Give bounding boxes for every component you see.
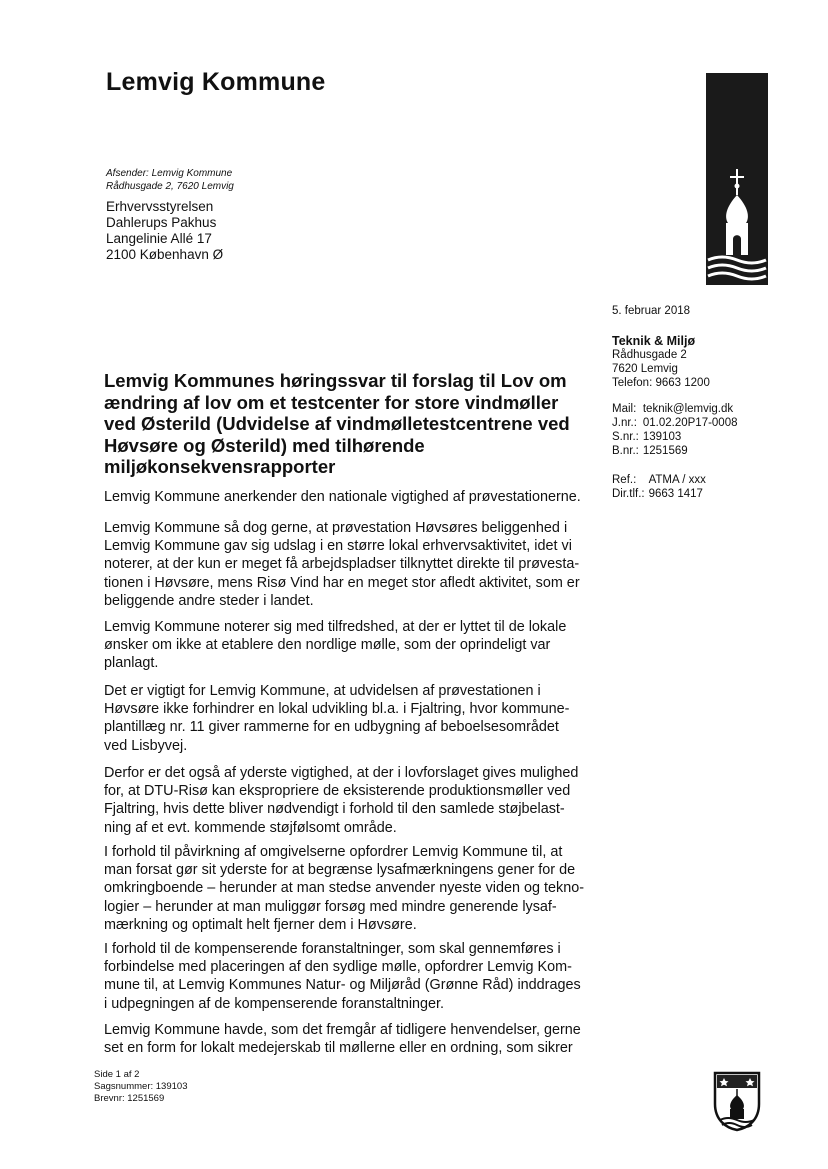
department-address-line: Rådhusgade 2: [612, 349, 687, 361]
text-line: plantillæg nr. 11 giver rammerne for en udbygning af beboelsesområdet: [104, 719, 559, 736]
heading-line: miljøkonsekvensrapporter: [104, 456, 336, 477]
text-line: for, at DTU-Risø kan ekspropriere de eksisterende produktionsmøller ved: [104, 783, 571, 800]
text-line: planlagt.: [104, 655, 159, 672]
text-line: mune til, at Lemvig Kommunes Natur- og Miljøråd (Grønne Råd) inddrages: [104, 977, 581, 994]
ref-label: Mail:: [612, 403, 637, 415]
church-banner-icon: [706, 73, 768, 285]
text-line: Høvsøre ikke forhindrer en lokal udvikling bl.a. i Fjaltring, hvor kommune-: [104, 701, 570, 718]
recipient-address: [106, 199, 223, 263]
text-line: Lemvig Kommune noterer sig med tilfredshed, at der er lyttet til de lokale: [104, 619, 567, 635]
text-line: set en form for lokalt medejerskab til møllerne eller en ordning, som sikrer: [104, 1040, 573, 1057]
ref-label: J.nr.:: [612, 417, 637, 429]
coat-of-arms-icon: [712, 1070, 762, 1132]
text-line: noterer, at der kun er meget få arbejdspladser tilknyttet direkte til prøvesta-: [104, 556, 580, 573]
letter-date: 5. februar 2018: [612, 305, 691, 317]
text-line: tionen i Høvsøre, mens Risø Vind har en meget stor afledt aktivitet, som er: [104, 574, 580, 591]
ref-value: ATMA / xxx: [648, 474, 706, 486]
ref-value: 9663 1417: [648, 488, 703, 500]
ref-value: 139103: [642, 431, 682, 443]
text-line: Lemvig Kommune havde, som det fremgår af tidligere henvendelser, gerne: [104, 1022, 581, 1038]
body-paragraph-7: [104, 940, 599, 1013]
page-number: Side 1 af 2: [94, 1069, 140, 1080]
body-paragraph-1: [104, 488, 599, 506]
text-line: forbindelse med placeringen af den sydlige mølle, opfordrer Lemvig Kom-: [104, 959, 572, 976]
text-line: Derfor er det også af yderste vigtighed, at der i lovforslaget gives mulighed: [104, 765, 579, 781]
department-address: [612, 348, 710, 390]
heading-line: ved Østerild (Udvidelse af vindmølletestcentrene ved: [104, 413, 570, 434]
body-paragraph-5: [104, 764, 599, 837]
page-footer: [94, 1069, 187, 1105]
ref-label: Dir.tlf.:: [612, 488, 645, 500]
ref-value-mail[interactable]: teknik@lemvig.dk: [642, 403, 734, 415]
letter-heading: [104, 370, 594, 478]
text-line: beliggende andre steder i landet.: [104, 592, 314, 609]
body-paragraph-3: [104, 618, 599, 673]
text-line: ved Lisbyvej.: [104, 737, 188, 754]
heading-line: ændring af lov om et testcenter for store vindmøller: [104, 391, 559, 413]
text-line: Lemvig Kommune så dog gerne, at prøvestation Høvsøres beliggenhed i: [104, 520, 568, 536]
ref-row: [612, 402, 738, 416]
org-logo-title: Lemvig Kommune: [106, 68, 326, 96]
body-paragraph-4: [104, 682, 599, 755]
text-line: mærkning og optimalt helt fjerner dem i Høvsøre.: [104, 916, 417, 933]
text-line: ønsker om ikke at etablere den nordlige mølle, som der oprindeligt var: [104, 637, 551, 654]
recipient-line: Erhvervsstyrelsen: [106, 199, 214, 214]
recipient-line: Dahlerups Pakhus: [106, 215, 217, 230]
reference-table-2: [612, 473, 706, 501]
text-line: omkringboende – herunder at man stedse anvender nyeste viden og tekno-: [104, 880, 584, 897]
body-paragraph-2: [104, 519, 599, 610]
ref-row: [612, 473, 706, 487]
heading-line: Høvsøre og Østerild) med tilhørende: [104, 434, 425, 456]
ref-value: 01.02.20P17-0008: [642, 417, 738, 429]
department-phone: Telefon: 9663 1200: [612, 377, 710, 389]
text-line: man forsat gør sit yderste for at begrænse lysafmærkningens gener for de: [104, 862, 576, 879]
text-line: Lemvig Kommune gav sig udslag i en større lokal erhvervsaktivitet, idet vi: [104, 538, 572, 555]
ref-row: [612, 444, 738, 458]
text-line: I forhold til de kompenserende foranstaltninger, som skal gennemføres i: [104, 941, 561, 957]
department-name: Teknik & Miljø: [612, 334, 696, 348]
department-address-line: 7620 Lemvig: [612, 363, 678, 375]
text-line: ning af et evt. kommende støjfølsomt område.: [104, 819, 397, 836]
sender-line: Rådhusgade 2, 7620 Lemvig: [106, 181, 234, 192]
case-number: Sagsnummer: 139103: [94, 1081, 188, 1092]
recipient-line: 2100 København Ø: [106, 247, 224, 262]
ref-row: [612, 487, 706, 501]
body-paragraph-8: [104, 1021, 599, 1057]
ref-label: Ref.:: [612, 474, 637, 486]
ref-value: 1251569: [642, 445, 688, 457]
text-line: Fjaltring, hvis dette bliver nødvendigt i forhold til den samlede støjbelast-: [104, 801, 565, 818]
text-line: Lemvig Kommune anerkender den nationale vigtighed af prøvestationerne.: [104, 489, 581, 505]
text-line: I forhold til påvirkning af omgivelserne opfordrer Lemvig Kommune til, at: [104, 844, 563, 860]
sender-address: [106, 167, 234, 193]
reference-table: [612, 402, 738, 458]
recipient-line: Langelinie Allé 17: [106, 231, 212, 246]
heading-line: Lemvig Kommunes høringssvar til forslag til Lov om: [104, 370, 567, 391]
text-line: i udpegningen af de kompenserende foranstaltninger.: [104, 995, 445, 1012]
ref-row: [612, 430, 738, 444]
ref-row: [612, 416, 738, 430]
body-paragraph-6: [104, 843, 599, 934]
ref-label: B.nr.:: [612, 445, 639, 457]
letter-number: Brevnr: 1251569: [94, 1093, 165, 1104]
ref-label: S.nr.:: [612, 431, 639, 443]
text-line: logier – herunder at man muliggør forsøg med mindre generende lysaf-: [104, 898, 557, 915]
text-line: Det er vigtigt for Lemvig Kommune, at udvidelsen af prøvestationen i: [104, 683, 541, 699]
sender-line: Afsender: Lemvig Kommune: [106, 168, 233, 179]
